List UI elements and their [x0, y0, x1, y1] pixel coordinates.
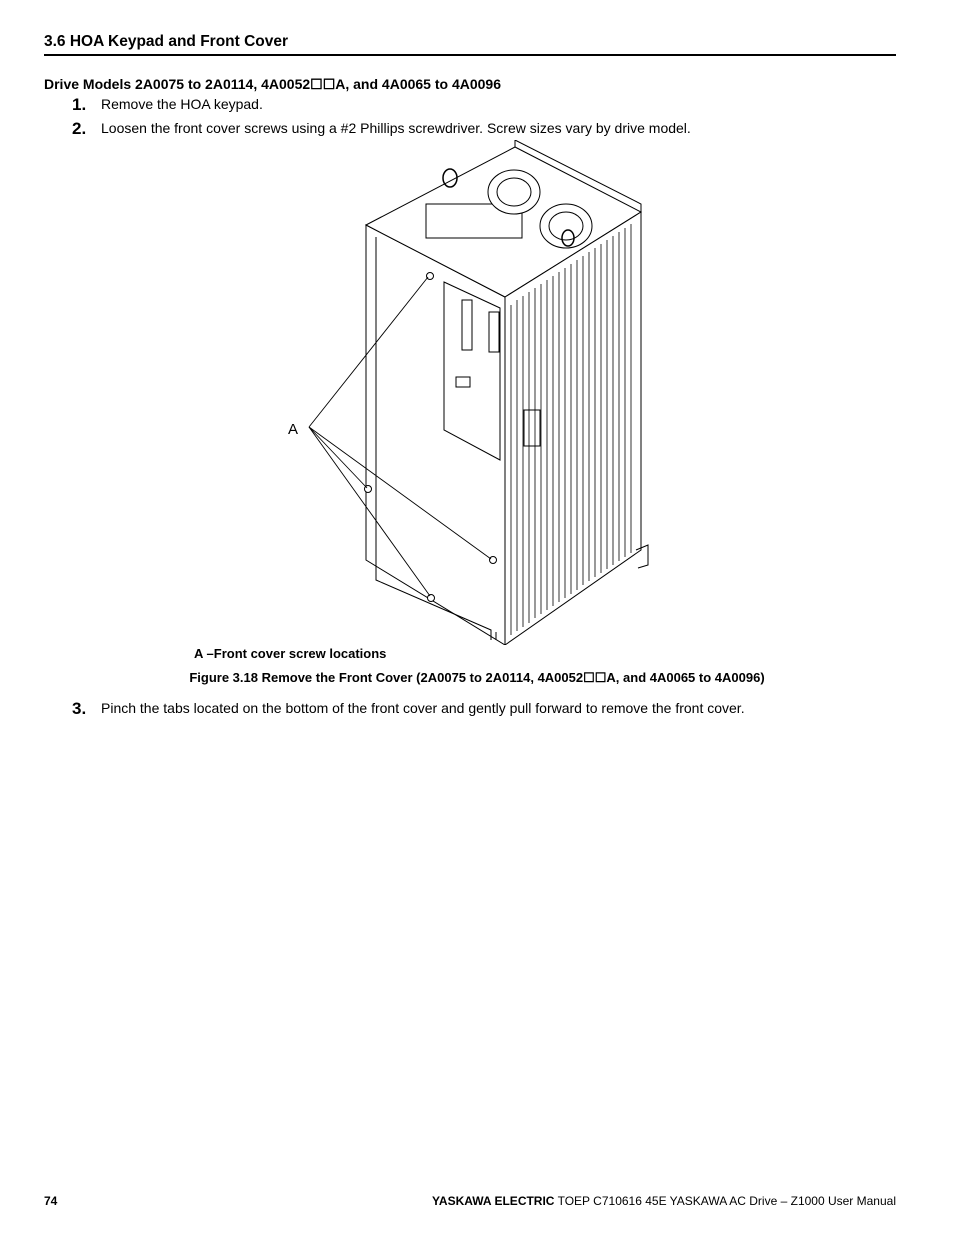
footer-brand: YASKAWA ELECTRIC: [432, 1194, 555, 1208]
section-title: 3.6 HOA Keypad and Front Cover: [44, 33, 896, 56]
step-text: Pinch the tabs located on the bottom of the front cover and gently pull forward to remove the front cover.: [101, 700, 745, 716]
step-number: 1.: [72, 95, 87, 114]
drive-illustration: [276, 140, 676, 645]
footer-doc-text: TOEP C710616 45E YASKAWA AC Drive – Z1000 User Manual: [554, 1194, 896, 1208]
step-number: 3.: [72, 699, 87, 718]
drive-drawing: [276, 140, 676, 645]
step-1: [72, 95, 263, 115]
footer-doc-info: [432, 1194, 896, 1208]
step-number: 2.: [72, 119, 87, 138]
callout-letter: A: [288, 421, 299, 438]
page-number: 74: [44, 1194, 58, 1208]
figure-legend: A –Front cover screw locations: [194, 646, 387, 661]
step-text: Remove the HOA keypad.: [101, 96, 263, 112]
figure-caption: Figure 3.18 Remove the Front Cover (2A0075 to 2A0114, 4A0052☐☐A, and 4A0065 to 4A0096): [189, 670, 765, 685]
step-2: [72, 119, 691, 139]
step-3: [72, 699, 745, 719]
step-text: Loosen the front cover screws using a #2 Phillips screwdriver. Screw sizes vary by drive model.: [101, 120, 691, 136]
subheading: Drive Models 2A0075 to 2A0114, 4A0052☐☐A, and 4A0065 to 4A0096: [44, 76, 501, 92]
